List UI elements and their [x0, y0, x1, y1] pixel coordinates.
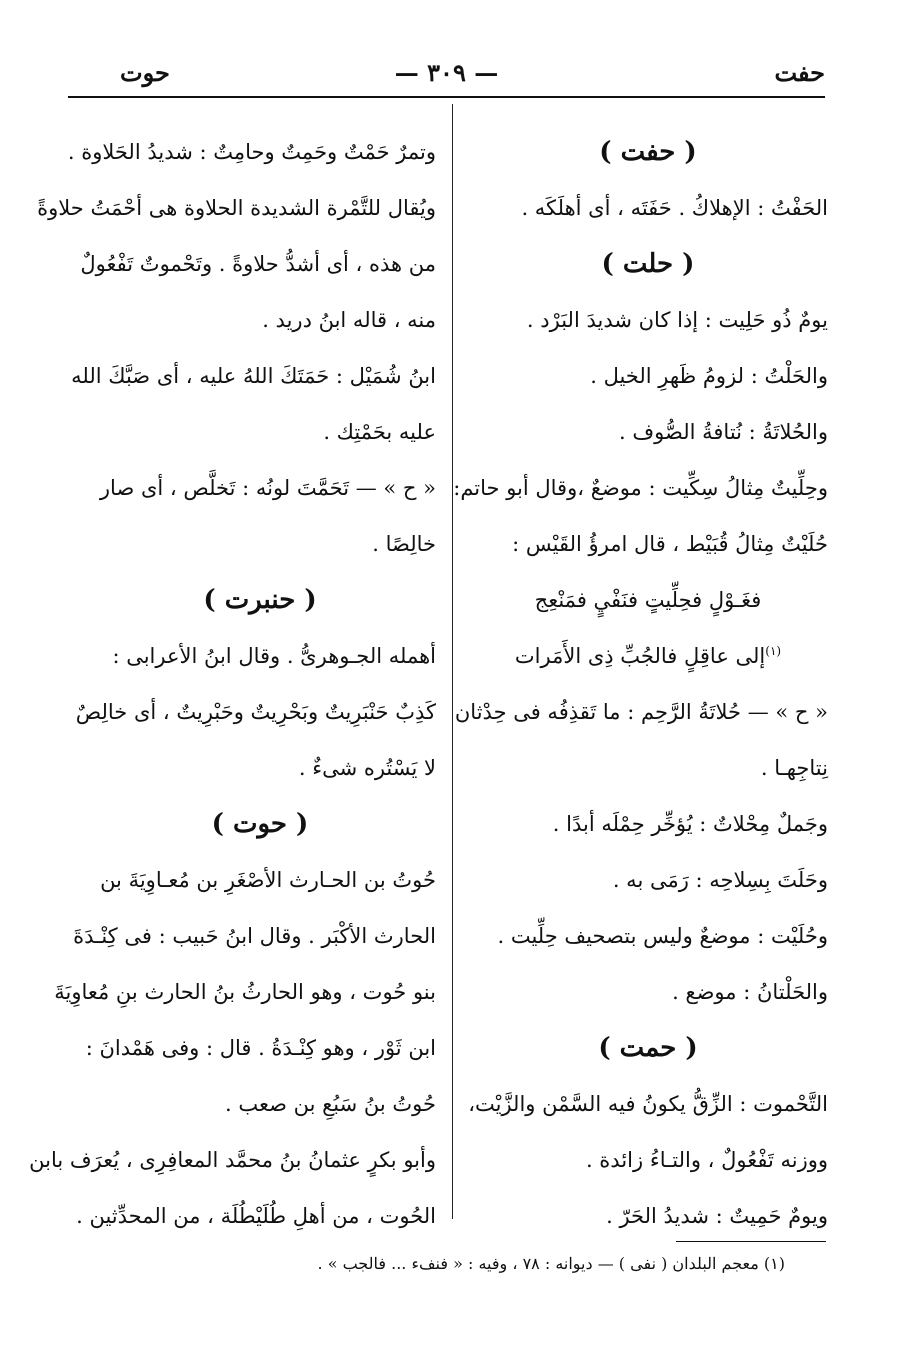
left-entry-heading — [84, 796, 436, 852]
right-text-line — [468, 1076, 828, 1132]
left-entry-heading — [84, 572, 436, 628]
right-entry-heading — [468, 1020, 828, 1076]
right-text-line — [468, 1132, 828, 1188]
right-text-line — [468, 516, 828, 572]
line-text: وحِلِّيتٌ مِثالُ سِكِّيت : موضعٌ ،وقال أبو حاتم: — [453, 476, 828, 500]
footnote: (١) معجم البلدان ( نفى ) — ديوانه : ٧٨ ، وفيه : « فنفء ... فالجب » . — [317, 1254, 785, 1273]
left-text-line — [54, 964, 436, 1020]
left-text-line — [37, 180, 436, 236]
line-text: بنو حُوت ، وهو الحارثُ بنُ الحارث بنِ مُعاوِيَةَ — [54, 980, 436, 1004]
line-text: وأبو بكرٍ عثمانُ بنُ محمَّد المعافِرِى ، يُعرَف بابن — [29, 1148, 436, 1172]
header-entry-word-left: حوت — [120, 58, 170, 87]
right-text-line — [468, 852, 828, 908]
left-text-line — [80, 236, 436, 292]
right-text-line — [454, 684, 828, 740]
left-text-line — [84, 1020, 436, 1076]
page-header — [68, 52, 825, 94]
right-text-line — [468, 796, 828, 852]
right-text-line — [468, 404, 828, 460]
right-entry-heading — [468, 236, 828, 292]
line-text: الحارث الأكْبَر . وقال ابنُ حَبيب : فى كِنْـدَةَ — [73, 924, 436, 948]
left-text-line — [84, 852, 436, 908]
line-text: والحُلاتَةُ : نُتافةُ الصُّوف . — [619, 420, 828, 444]
line-text: والحَلْتُ : لزومُ ظَهرِ الخيل . — [590, 364, 828, 388]
line-text: عليه بحَمْتِك . — [323, 420, 436, 444]
line-text: الحَفْتُ : الإهلاكُ . حَفَتَه ، أى أهلَكَه . — [521, 196, 828, 220]
line-text: وحَلَتَ بِسِلاحِه : رَمَى به . — [612, 868, 828, 892]
line-text: والحَلْتانُ : موضع . — [672, 980, 828, 1004]
left-text-line — [71, 348, 436, 404]
header-rule — [68, 96, 825, 98]
left-column — [29, 124, 436, 1244]
line-text: خالِصًا . — [372, 532, 436, 556]
line-text: ووزنه تَفْعُولٌ ، والتـاءُ زائدة . — [585, 1148, 828, 1172]
line-text: ويومٌ حَمِيتٌ : شديدُ الحَرّ . — [606, 1204, 828, 1228]
line-text: ( حمت ) — [598, 1033, 698, 1063]
footnote-rule — [676, 1241, 826, 1242]
left-text-line — [84, 1076, 436, 1132]
right-text-line — [468, 740, 828, 796]
left-text-line — [84, 460, 436, 516]
right-column — [453, 124, 828, 1244]
line-text: ابن ثَوْر ، وهو كِنْـدَةُ . قال : وفى هَمْدانَ : — [85, 1036, 436, 1060]
left-text-line — [84, 740, 436, 796]
line-text: حُوتُ بنُ سَبُعِ بن صعب . — [224, 1092, 436, 1116]
line-text: حُلَيْتٌ مِثالُ قُبَيْط ، قال امرؤُ القَيْس : — [512, 532, 828, 556]
right-text-line — [468, 1188, 828, 1244]
line-text: الحُوت ، من أهلِ طُلَيْطُلَة ، من المحدِّثين . — [76, 1204, 436, 1228]
right-entry-heading — [468, 124, 828, 180]
left-text-line — [84, 628, 436, 684]
left-text-line — [84, 292, 436, 348]
right-text-line — [468, 180, 828, 236]
line-text: ( حنبرت ) — [203, 585, 317, 615]
line-text: كَذِبٌ حَنْبَرِيتٌ وبَحْرِيتٌ وحَبْرِيتٌ ، أى خالِصٌ — [75, 700, 436, 724]
column-divider — [452, 104, 453, 1219]
left-text-line — [75, 684, 436, 740]
line-text: فغَـوْلٍ فحِلِّيتٍ فنَفْيٍ فمَنْعِج — [534, 588, 762, 612]
line-text: يومٌ ذُو حَلِيت : إذا كان شديدَ البَرْد . — [526, 308, 828, 332]
line-text: ( حفت ) — [599, 137, 697, 167]
line-text: أهمله الجـوهرىُّ . وقال ابنُ الأعرابى : — [112, 644, 436, 668]
left-text-line — [67, 124, 436, 180]
line-text: التَّحْموت : الزِّقُّ يكونُ فيه السَّمْن والزَّيْت، — [468, 1092, 828, 1116]
left-text-line — [73, 908, 436, 964]
right-text-line — [453, 460, 828, 516]
line-text: إلى عاقِلٍ فالجُبِّ ذِى الأَمَرات — [514, 644, 766, 668]
line-text: ابنُ شُمَيْل : حَمَتَكَ اللهُ عليه ، أى صَبَّكَ الله — [71, 364, 436, 388]
line-text: منه ، قاله ابنُ دريد . — [262, 308, 436, 332]
line-text: لا يَسْتُره شىءٌ . — [298, 756, 436, 780]
line-text: وتمرٌ حَمْتٌ وحَمِتٌ وحامِتٌ : شديدُ الحَلاوة . — [67, 140, 436, 164]
line-text: نِتاجِهـا . — [760, 756, 828, 780]
page-number: — ٣٠٩ — — [394, 58, 499, 87]
line-text: ويُقال للتَّمْرة الشديدة الحلاوة هى أحْمَتُ حلاوةً — [37, 196, 436, 220]
line-text: حُوتُ بن الحـارث الأصْغَرِ بن مُعـاوِيَةَ بن — [100, 868, 436, 892]
left-text-line — [84, 516, 436, 572]
left-text-line — [29, 1132, 436, 1188]
line-text: وجَملٌ مِحْلاتٌ : يُؤخِّر حِمْلَه أبدًا . — [552, 812, 828, 836]
right-text-line — [468, 908, 828, 964]
left-text-line — [76, 1188, 436, 1244]
right-text-line — [468, 964, 828, 1020]
line-text: وحُلَيْت : موضعٌ وليس بتصحيف حِلِّيت . — [497, 924, 828, 948]
line-text: من هذه ، أى أشدُّ حلاوةً . وتَحْموتٌ تَفْعُولٌ — [80, 252, 436, 276]
line-text: ( حلت ) — [601, 249, 695, 279]
line-text: ( حوت ) — [211, 809, 309, 839]
footnote-marker: (١) — [765, 644, 782, 658]
right-text-line — [468, 348, 828, 404]
line-text: « ح » — حُلاتَةُ الرَّحِم : ما تَقذِفُه فى حِدْثان — [454, 700, 828, 724]
left-text-line — [84, 404, 436, 460]
right-verse-line — [468, 572, 828, 628]
right-verse-line — [468, 628, 828, 684]
line-text: « ح » — تَحَمَّتَ لونُه : تَخلَّص ، أى صار — [99, 476, 436, 500]
header-entry-word-right: حفت — [774, 58, 825, 87]
right-text-line — [468, 292, 828, 348]
